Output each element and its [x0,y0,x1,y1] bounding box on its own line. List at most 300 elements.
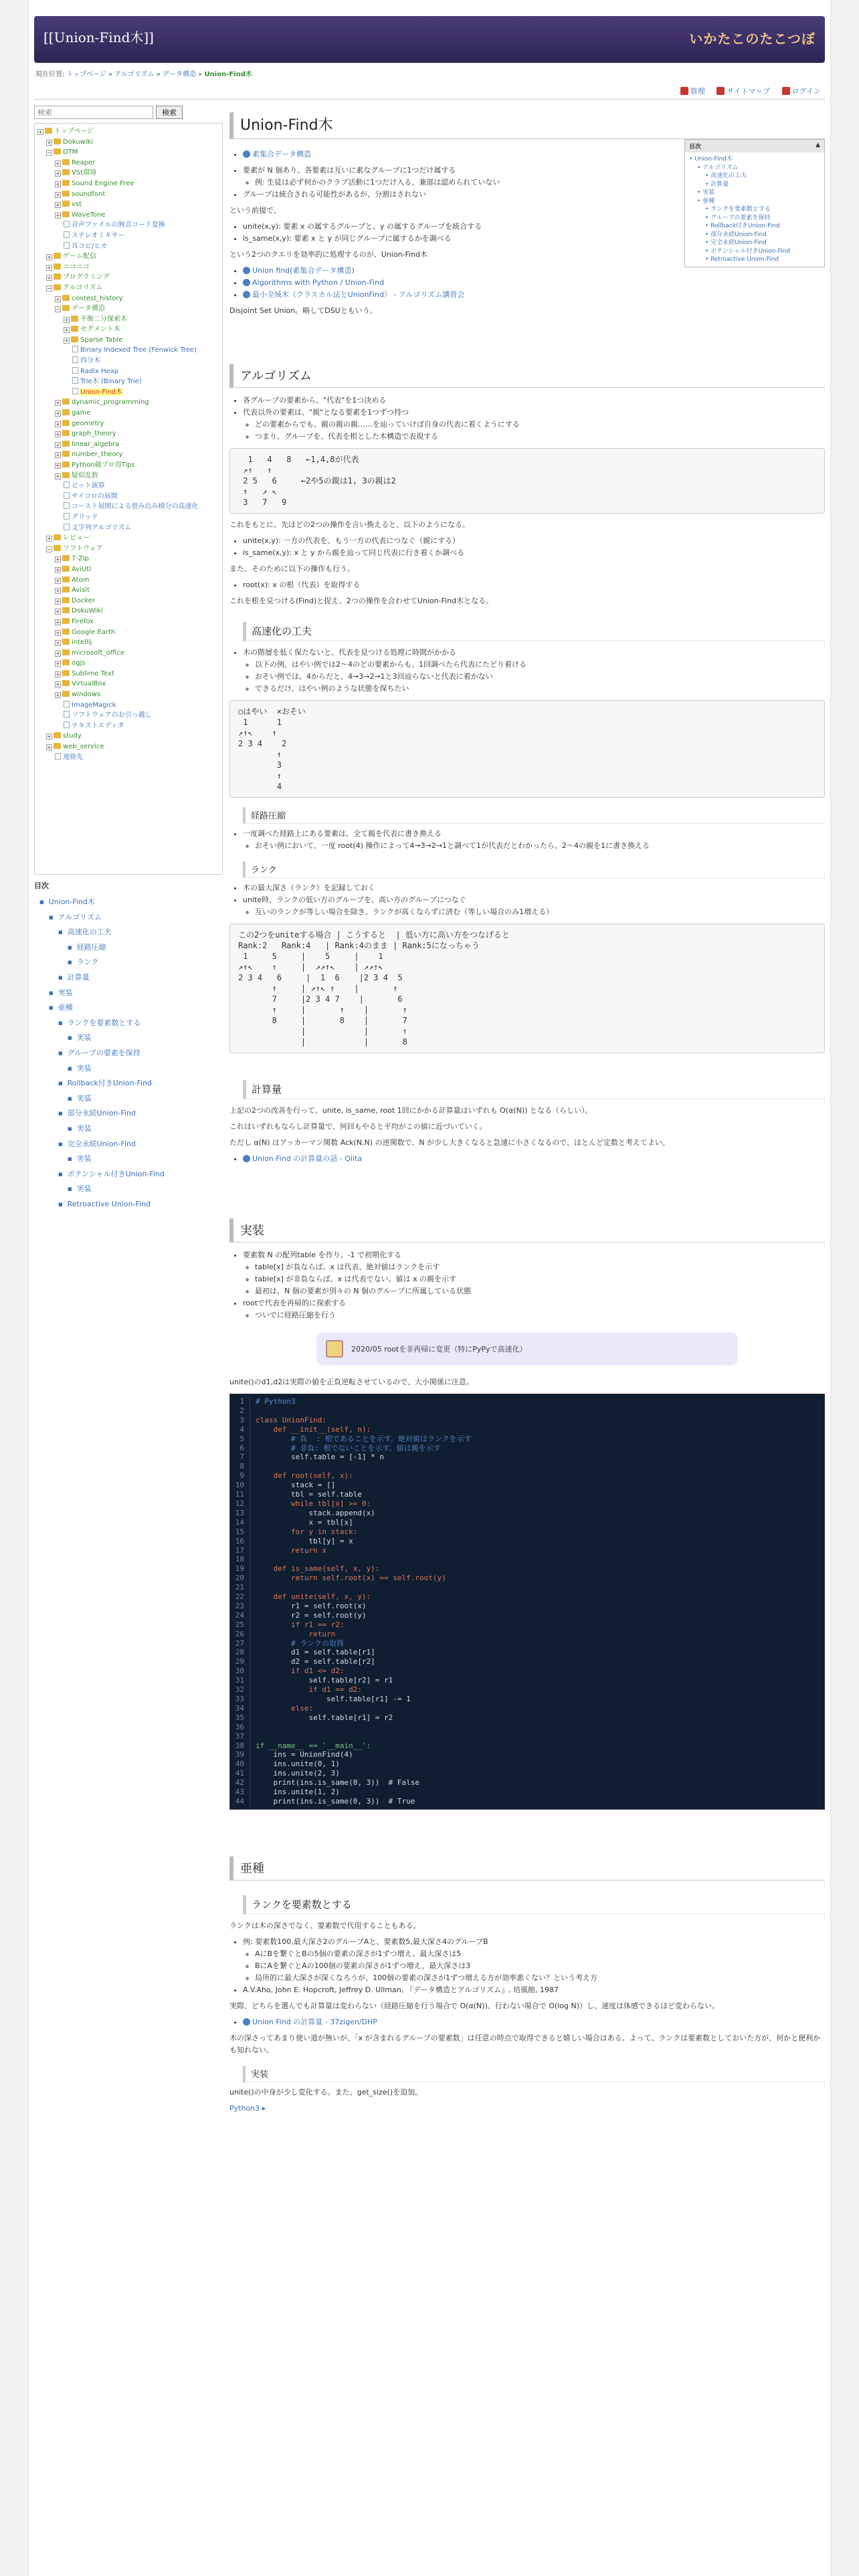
expand-icon[interactable]: + [56,181,60,187]
collapse-icon[interactable]: − [47,546,52,552]
breadcrumb-prefix: 現在位置: [35,71,65,78]
expand-icon[interactable]: + [56,577,60,584]
sidebar-toc-item[interactable]: ■ 実装 [34,1091,223,1107]
breadcrumb-link[interactable]: アルゴリズム [114,71,155,78]
folder-icon [62,159,70,165]
tree-folder[interactable]: + web_service [47,743,104,751]
toc-item[interactable]: • 部分永続Union-Find [705,231,767,238]
paragraph: という前提で、 [229,206,281,215]
list-item: ◦ 局所的に最大深さが深くなろうが、100個の要素の深さが1ずつ増える方が効率悪くない？という考え方 [255,1972,825,1984]
code-line: 43 ins.unite(1, 2) [230,1788,824,1797]
tree-page[interactable]: コースト展開による畳み込み積分の高速化 [37,502,219,512]
list-item: • is_same(x,y): 要素 x と y が同じグループに属するかを調べる [243,233,825,245]
paragraph: ランクは木の深さでなく、要素数で代用することもある。 [229,1921,421,1930]
tree-page[interactable]: テキストエディタ [37,721,219,732]
expand-icon[interactable]: + [47,744,52,751]
folder-icon [62,586,70,593]
code-line: 18 [230,1555,824,1564]
tree-folder[interactable]: + Sparse Table [64,336,123,344]
site-title[interactable]: [[Union-Find木]] [43,29,154,45]
tree-folder[interactable]: + Python競プロ用Tips [56,461,135,469]
code-line: 17 return x [230,1546,824,1555]
expand-icon[interactable]: + [56,452,60,459]
expand-icon[interactable]: + [47,139,52,146]
list-item: • 木の最大深さ（ランク）を記録しておく [243,882,825,894]
code-line: 10 stack = [] [230,1481,824,1490]
ref-link[interactable]: 最小全域木（クラスカル法とUnionFind） - アルゴリズム講習会 [243,290,464,299]
tree-folder[interactable]: + Atom [56,576,90,584]
sidebar-toc-item[interactable]: ■ 実装 [34,986,223,1001]
code-line: 42 print(ins.is_same(0, 3)) # False [230,1778,824,1788]
tree-folder[interactable]: + Firefox [56,617,94,625]
expand-icon[interactable]: + [47,734,52,740]
folder-icon [62,399,70,405]
diagram-block: ○はやい ×おそい 1 1 ↗↑↖ ↑ 2 3 4 2 ↑ 3 ↑ 4 [229,700,825,798]
folder-icon [54,534,61,540]
bullet-icon: • [705,247,711,255]
expand-icon[interactable]: + [56,473,60,479]
bullet-icon: • [705,173,711,179]
ref-link[interactable]: Algorithms with Python / Union-Find [243,278,384,287]
folder-icon [62,639,70,645]
tree-folder[interactable]: + microsoft_office [56,649,125,657]
sidebar-toc-heading: 目次 [34,881,49,890]
tree-folder[interactable]: + レビュー [47,534,90,542]
toc-item[interactable]: • 計算量 [705,181,729,188]
tree-folder[interactable]: + 疑似乱数 [56,471,98,479]
ref-link[interactable]: Union Find の計算量の話 - Qiita [243,1154,362,1163]
folder-icon [62,191,70,197]
sidebar-toc-item[interactable]: ■ ランク [34,955,223,970]
tree-folder[interactable]: + セグメント木 [64,326,120,334]
list-item: • unite(x,y): 一方の代表を、もう一方の代表につなぐ（親にする） [243,535,825,547]
list-item: ◦ つまり、グループを、代表を根とした木構造で表現する [255,431,825,443]
folder-icon [54,138,61,144]
code-line: 7 self.table = [-1] * n [230,1453,824,1462]
expand-icon[interactable]: + [56,588,60,595]
search-box [34,106,223,119]
sidebar-toc-item[interactable]: ■ グループの要素を保持 [34,1046,223,1061]
tree-folder[interactable]: + Reaper [56,158,96,167]
tree-page[interactable]: Trie木 (Binary Trie) [37,377,219,387]
site-banner [34,16,825,63]
ref-link[interactable]: Union Find の計算量 - 37zigen/DHP [243,2018,377,2026]
page-icon [64,221,70,227]
page-icon [64,722,70,728]
expand-icon[interactable]: + [47,275,52,282]
list-item: ◦ どの要素からでも、親の親の親……を辿っていけば自身の代表に着くようにする [255,419,825,431]
expand-icon[interactable]: + [64,316,69,323]
breadcrumb-sep: » [154,71,163,78]
note-text: 2020/05 rootを非再帰に変更（特にPyPyで高速化） [351,1345,527,1354]
folder-icon [54,274,61,280]
code-line: 5 # 負 : 根であることを示す。絶対値はランクを示す [230,1434,824,1444]
folder-icon [62,597,70,603]
expand-icon[interactable]: + [56,421,60,427]
page-icon [72,388,78,395]
expand-icon[interactable]: + [56,431,60,438]
expand-icon[interactable]: + [56,681,60,688]
toc-item[interactable]: • 高速化の工夫 [705,173,747,179]
code-line: 16 tbl[y] = x [230,1537,824,1546]
list-item: ◦ AにBを繋ぐとBの5個の要素の深さが1ずつ増え、最大深さは5 [255,1948,825,1960]
list-item: ◦ できるだけ、はやい例のような状態を保ちたい [255,683,825,695]
sidebar-toc-item[interactable]: ■ Rollback付きUnion-Find [34,1076,223,1091]
tree-page[interactable]: Radix Heap [37,366,219,377]
tree-page[interactable]: ビット演算 [37,481,219,492]
list-item: ◦ table[x] が負ならば、x は代表、絶対値はランクを示す [255,1261,825,1273]
breadcrumb-current[interactable]: Union-Find木 [204,71,252,78]
code-line: 15 for y in stack: [230,1527,824,1537]
toc-item[interactable]: • Rollback付きUnion-Find [705,223,780,229]
tree-folder[interactable]: + linear_algebra [56,440,120,448]
list-item: ◦ 最初は、N 個の要素が別々の N 個のグループに所属している状態 [255,1285,825,1297]
expand-icon[interactable]: + [56,650,60,657]
wiki-icon [243,150,250,158]
list-item: ◦ おそい例では、4からだと、4→3→2→1と3回辿らないと代表に着かない [255,671,825,683]
sidebar-toc-item[interactable]: ■ 実装 [34,1182,223,1197]
tree-folder[interactable]: + AviUtl [56,565,91,573]
code-line: 22 def unite(self, x, y): [230,1592,824,1602]
section-heading: 実装 [229,1218,825,1243]
page-icon [64,481,70,488]
sidebar-toc-item[interactable]: ■ 計算量 [34,970,223,986]
paragraph: という2つのクエリを効率的に処理するのが、Union-Find木 [229,250,428,259]
paragraph: これを根を見つける(Find)と捉え、2つの操作を合わせてUnion-Find木となる。 [229,597,494,605]
list-item: • unite(x,y): 要素 x の属するグループと、y の属するグループを統合する [243,221,825,233]
tree-page[interactable]: 連絡先 [37,752,219,763]
tree-folder[interactable]: − ソフトウェア [47,544,103,552]
sitemap-icon [717,87,725,95]
expand-icon[interactable]: + [56,463,60,469]
expand-icon[interactable]: ▸ [260,2103,266,2113]
tree-folder[interactable]: + geometry [56,419,104,427]
expand-icon[interactable]: + [56,640,60,647]
folder-icon [62,409,70,415]
page-icon [64,524,70,530]
diagram-block: 1 4 8 ←1,4,8が代表 ↗↑ ↑ 2 5 6 ←2や5の親は1, 3の親は2 ↑ ↗ ↖ 3 7 9 [229,448,825,514]
list-item: • A.V.Aho, John E. Hopcroft, Jeffrey D. Ullman, 『データ構造とアルゴリズム』, 培風館, 1987 [243,1984,825,1996]
tree-folder[interactable]: + 平衡二分探索木 [64,315,127,323]
collapse-icon[interactable]: − [47,285,52,292]
expand-icon[interactable]: + [56,692,60,699]
expand-icon[interactable]: + [56,598,60,605]
sidebar-toc-item[interactable]: ■ Union-Find木 [34,895,223,910]
toc-item[interactable]: • アルゴリズム [697,164,739,171]
tree-page[interactable]: ステレオミキサー [37,231,219,241]
list-item: ◦ 以下の例、はやい例では2～4のどの要素からも、1回調べたら代表にたどり着ける [255,659,825,671]
tree-folder[interactable]: + Google Earth [56,628,116,636]
expand-icon[interactable]: + [47,536,52,542]
tree-folder[interactable]: + プログラミング [47,274,110,282]
sidebar-toc-item[interactable]: ■ 実装 [34,1031,223,1046]
folder-icon [54,148,61,154]
tree-folder[interactable]: + intellij [56,639,92,647]
code-line: 44 print(ins.is_same(0, 3)) # True [230,1797,824,1806]
link-icon [243,267,250,274]
list-item: • 木の階層を低く保たないと、代表を見つける処理に時間がかかる [243,647,825,659]
collapse-icon[interactable]: − [56,306,60,313]
folder-icon [62,441,70,447]
toc-box [684,139,825,267]
ref-link[interactable]: Union find(素集合データ構造) [243,266,355,275]
expand-icon[interactable]: + [56,296,60,302]
expand-icon[interactable]: + [56,212,60,219]
tree-page[interactable]: 音声ファイルの無音コード変換 [37,220,219,231]
tree-folder[interactable]: + ogjs [56,659,86,667]
search-input[interactable] [34,106,153,119]
paragraph: unite()の中身が少し変化する。また、get_size()を追加。 [229,2087,423,2097]
list-item: • 一度調べた経路上にある要素は、全て親を代表に書き換える [243,828,825,840]
list-item: ◦ BにAを繋ぐとAの100個の要素の深さが1ずつ増え、最大深さは3 [255,1960,825,1972]
page-icon [72,377,78,384]
code-line: 21 [230,1583,824,1592]
tree-page[interactable]: 四分木 [37,356,219,366]
code-toggle-link[interactable]: Python3 [229,2103,260,2113]
expand-icon[interactable]: + [56,671,60,677]
ref-link[interactable]: 素集合データ構造 [243,150,311,158]
paragraph: unite()のd1,d2は実際の値を正負逆転させているので、大小関係に注意。 [229,1378,474,1386]
code-line: 19 def is_same(self, x, y): [230,1564,824,1574]
section-heading: 経路圧縮 [243,807,825,824]
expand-icon[interactable]: + [56,609,60,615]
section-heading: アルゴリズム [229,364,825,388]
collapse-icon[interactable]: ▲ [816,142,820,148]
list-item: • 要素が N 個あり、各要素は互いに素なグループに1つだけ属する [243,165,825,177]
toc-item[interactable]: • ポテンシャル付きUnion-Find [705,247,791,255]
folder-icon [62,566,70,572]
paragraph: これはいずれもならし計算量で、何回もやると平均がこの値に近づいていく。 [229,1122,487,1131]
code-line: 27 # ランクの取得 [230,1639,824,1648]
tree-folder[interactable]: + トップページ [38,128,94,135]
site-logo[interactable]: いかたこのたこつぼ [689,31,816,47]
section-heading: 亜種 [229,1856,825,1881]
tree-folder[interactable]: + Avisit [56,586,90,595]
top-links [671,86,821,96]
code-line: 23 r1 = self.root(x) [230,1602,824,1611]
tree-folder[interactable]: + 7-Zip [56,555,89,563]
expand-icon[interactable]: + [56,400,60,407]
code-line: 29 d2 = self.table[r2] [230,1657,824,1667]
tree-folder[interactable]: + study [47,732,82,740]
toc-item[interactable]: • ランクを要素数とする [705,206,771,213]
folder-icon [62,211,70,217]
tree-folder[interactable]: + graph_theory [56,430,116,438]
folder-icon [62,420,70,426]
folder-icon [62,305,70,311]
tree-folder[interactable]: + windows [56,691,101,699]
tree-folder[interactable]: + ゲーム配信 [47,253,96,261]
toc-item[interactable]: • Retroactive Union-Find [705,256,779,263]
tree-folder[interactable]: + VirtualBox [56,680,106,688]
sitemap-tree [34,123,223,875]
expand-icon[interactable]: + [56,160,60,167]
bullet-icon: • [705,223,711,229]
folder-icon [54,253,61,259]
toc-item[interactable]: • 実装 [697,189,715,196]
page-icon [55,753,61,760]
tree-folder[interactable]: + number_theory [56,451,123,459]
code-block[interactable] [229,1394,825,1810]
link-icon [243,1155,250,1162]
collapse-icon[interactable]: − [47,150,52,156]
expand-icon[interactable]: + [64,337,69,344]
code-line: 4 def __init__(self, n): [230,1425,824,1434]
expand-icon[interactable]: + [56,411,60,417]
tree-folder[interactable]: + game [56,409,91,417]
tree-folder[interactable]: − データ構造 [56,305,105,313]
sidebar [34,106,223,1212]
expand-icon[interactable]: + [56,191,60,198]
sidebar-toc-item[interactable]: ■ 経路圧縮 [34,940,223,956]
toc-box-header[interactable] [685,140,824,152]
toc-item[interactable]: • グループの要素を保持 [705,214,771,221]
code-line: 38 if __name__ == '__main__': [230,1741,824,1751]
list-item: • 例: 要素数100,最大深さ2のグループAと、要素数5,最大深さ4のグループB [243,1936,825,1948]
sidebar-toc-item[interactable]: ■ アルゴリズム [34,910,223,926]
page-icon [72,367,78,374]
folder-icon [62,670,70,676]
page-icon [64,513,70,520]
tree-page[interactable]: Union-Find木 [37,387,219,398]
page-icon [64,242,70,249]
code-line: 33 self.table[r1] -= 1 [230,1695,824,1704]
sidebar-toc-item[interactable]: ■ 実装 [34,1061,223,1077]
tree-page[interactable]: グリッド [37,512,219,523]
tree-folder[interactable]: − DTM [47,148,78,156]
sidebar-toc-item[interactable]: ■ 実装 [34,1152,223,1167]
tree-folder[interactable]: + dynamic_programming [56,399,149,407]
tree-page[interactable]: ソフトウェアのお引っ越し [37,710,219,721]
breadcrumb-link[interactable]: トップページ [66,71,106,78]
tree-folder[interactable]: + contest_history [56,294,123,302]
toc-item[interactable]: • 完全永続Union-Find [705,239,767,246]
tree-page[interactable]: Binary Indexed Tree (Fenwick Tree) [37,345,219,356]
folder-icon [62,649,70,655]
tree-folder[interactable]: + Sound Engine Free [56,179,134,187]
tree-folder[interactable]: + Docker [56,597,96,605]
tree-page[interactable]: ImageMagick [37,700,219,711]
expand-icon[interactable]: + [56,566,60,573]
header-divider [34,99,825,100]
sidebar-toc-item[interactable]: ■ 亜種 [34,1000,223,1016]
diagram-block: この2つをuniteする場合 | こうすると | 低い方に高い方をつなげると Rank:2 Rank:4 | Rank:4のまま | Rank:5になっちゃう 1 5 | 5 | 1 ↗↑↖ ↑ | ↗↗↑↖ | ↗↗↑↖ 2 3 4 6 | 1 6 |2 3 4 5 ↑ | ↗↑↖ ↑ | ↑ 7 |2 3 4 7 | 6 ↑ | ↑ | ↑ 8 | 8 | 7 | | ↑ | | 8 [229,924,825,1053]
code-line: 30 if d1 <= d2: [230,1667,824,1676]
folder-icon [62,169,70,175]
page [28,0,831,2576]
section-heading: 高速化の工夫 [243,622,825,641]
code-line: 31 self.table[r2] = r1 [230,1676,824,1685]
expand-icon[interactable]: + [47,264,52,271]
expand-icon[interactable]: + [56,441,60,448]
sidebar-toc-item[interactable]: ■ ランクを要素数とする [34,1016,223,1031]
login-link[interactable]: ログイン [782,87,821,96]
admin-link[interactable]: 管理 [680,87,705,96]
paragraph: また、そのために以下の操作も行う。 [229,564,355,573]
folder-icon [62,430,70,436]
expand-icon[interactable]: + [56,202,60,209]
list-item: ◦ table[x] が非負ならば、x は代表でない。値は x の親を示す [255,1273,825,1285]
section-heading: 計算量 [243,1080,825,1099]
bullet-icon: • [705,214,711,221]
folder-icon [62,607,70,613]
folder-icon [62,472,70,478]
expand-icon[interactable]: + [64,327,69,334]
tree-folder[interactable]: − アルゴリズム [47,284,103,292]
paragraph: 上記の2つの改善を行って、unite, is_same, root 1回にかかる計算量はいずれも O(α(N)) となる（らしい）。 [229,1106,593,1115]
sidebar-toc-item[interactable]: ■ 完全永続Union-Find [34,1137,223,1152]
sidebar-toc-item[interactable]: ■ 実装 [34,1121,223,1137]
tree-folder[interactable]: + Dokuwiki [47,138,94,146]
link-icon [243,2018,250,2026]
code-line: 24 r2 = self.root(y) [230,1611,824,1620]
tree-page[interactable]: 文字列アルゴリズム [37,523,219,534]
page-icon [64,502,70,509]
code-line: 13 stack.append(x) [230,1509,824,1518]
expand-icon[interactable]: + [47,254,52,261]
expand-icon[interactable]: + [38,129,43,135]
sidebar-toc-item[interactable]: ■ Retroactive Union-Find [34,1197,223,1212]
list-item: • 各グループの要素から、"代表"を1つ決める [243,395,825,407]
sidebar-toc-item[interactable]: ■ ポテンシャル付きUnion-Find [34,1167,223,1182]
sidebar-toc-item[interactable]: ■ 高速化の工夫 [34,925,223,940]
tree-folder[interactable]: + WaveTone [56,211,106,219]
tree-folder[interactable]: + VSt環境 [56,169,97,177]
tree-page[interactable]: 耳コピ/ヒカ [37,241,219,252]
code-line: 25 if r1 == r2: [230,1620,824,1630]
folder-icon [71,326,78,332]
tree-folder[interactable]: + Sublime Text [56,669,114,677]
expand-icon[interactable]: + [56,661,60,667]
bullet-icon: • [705,239,711,246]
list-item: • rootで代表を再帰的に探索する [243,1297,825,1309]
breadcrumb-sep: » [196,71,205,78]
page-icon [64,711,70,718]
tree-folder[interactable]: + ニコニコ [47,263,90,271]
toc-item[interactable]: • 亜種 [697,197,715,205]
page-icon [72,356,78,363]
folder-icon [62,180,70,186]
tree-page[interactable]: サイコロの展開 [37,492,219,502]
tree-folder[interactable]: + vst [56,201,82,209]
folder-icon [62,461,70,467]
folder-icon [62,659,70,665]
list-item: • unite時、ランクの低い方のグループを、高い方のグループにつなぐ [243,894,825,906]
list-item: • root(x): x の根（代表）を取得する [243,579,825,591]
code-line: 9 def root(self, x): [230,1471,824,1481]
expand-icon[interactable]: + [56,556,60,563]
code-line: 3 class UnionFind: [230,1416,824,1425]
expand-icon[interactable]: + [56,619,60,625]
expand-icon[interactable]: + [56,171,60,177]
toc-item[interactable]: • Union-Find木 [689,156,733,163]
sitemap-link[interactable]: サイトマップ [717,87,770,96]
sidebar-toc [34,880,223,1212]
sidebar-toc-item[interactable]: ■ 部分永続Union-Find [34,1106,223,1121]
bullet-icon: • [689,156,695,163]
breadcrumb-link[interactable]: データ構造 [163,71,197,78]
folder-icon [54,743,61,749]
search-button[interactable]: 検索 [156,106,183,119]
expand-icon[interactable]: + [56,629,60,636]
code-line: 2 [230,1406,824,1416]
code-line: 36 [230,1723,824,1732]
breadcrumb-sep: » [106,71,115,78]
section-heading: 実装 [243,2066,825,2082]
list-item: • グループは統合される可能性があるが、分割はされない [243,189,825,201]
tree-folder[interactable]: + DokuWiki [56,607,103,615]
tree-folder[interactable]: + soundfont [56,190,106,198]
